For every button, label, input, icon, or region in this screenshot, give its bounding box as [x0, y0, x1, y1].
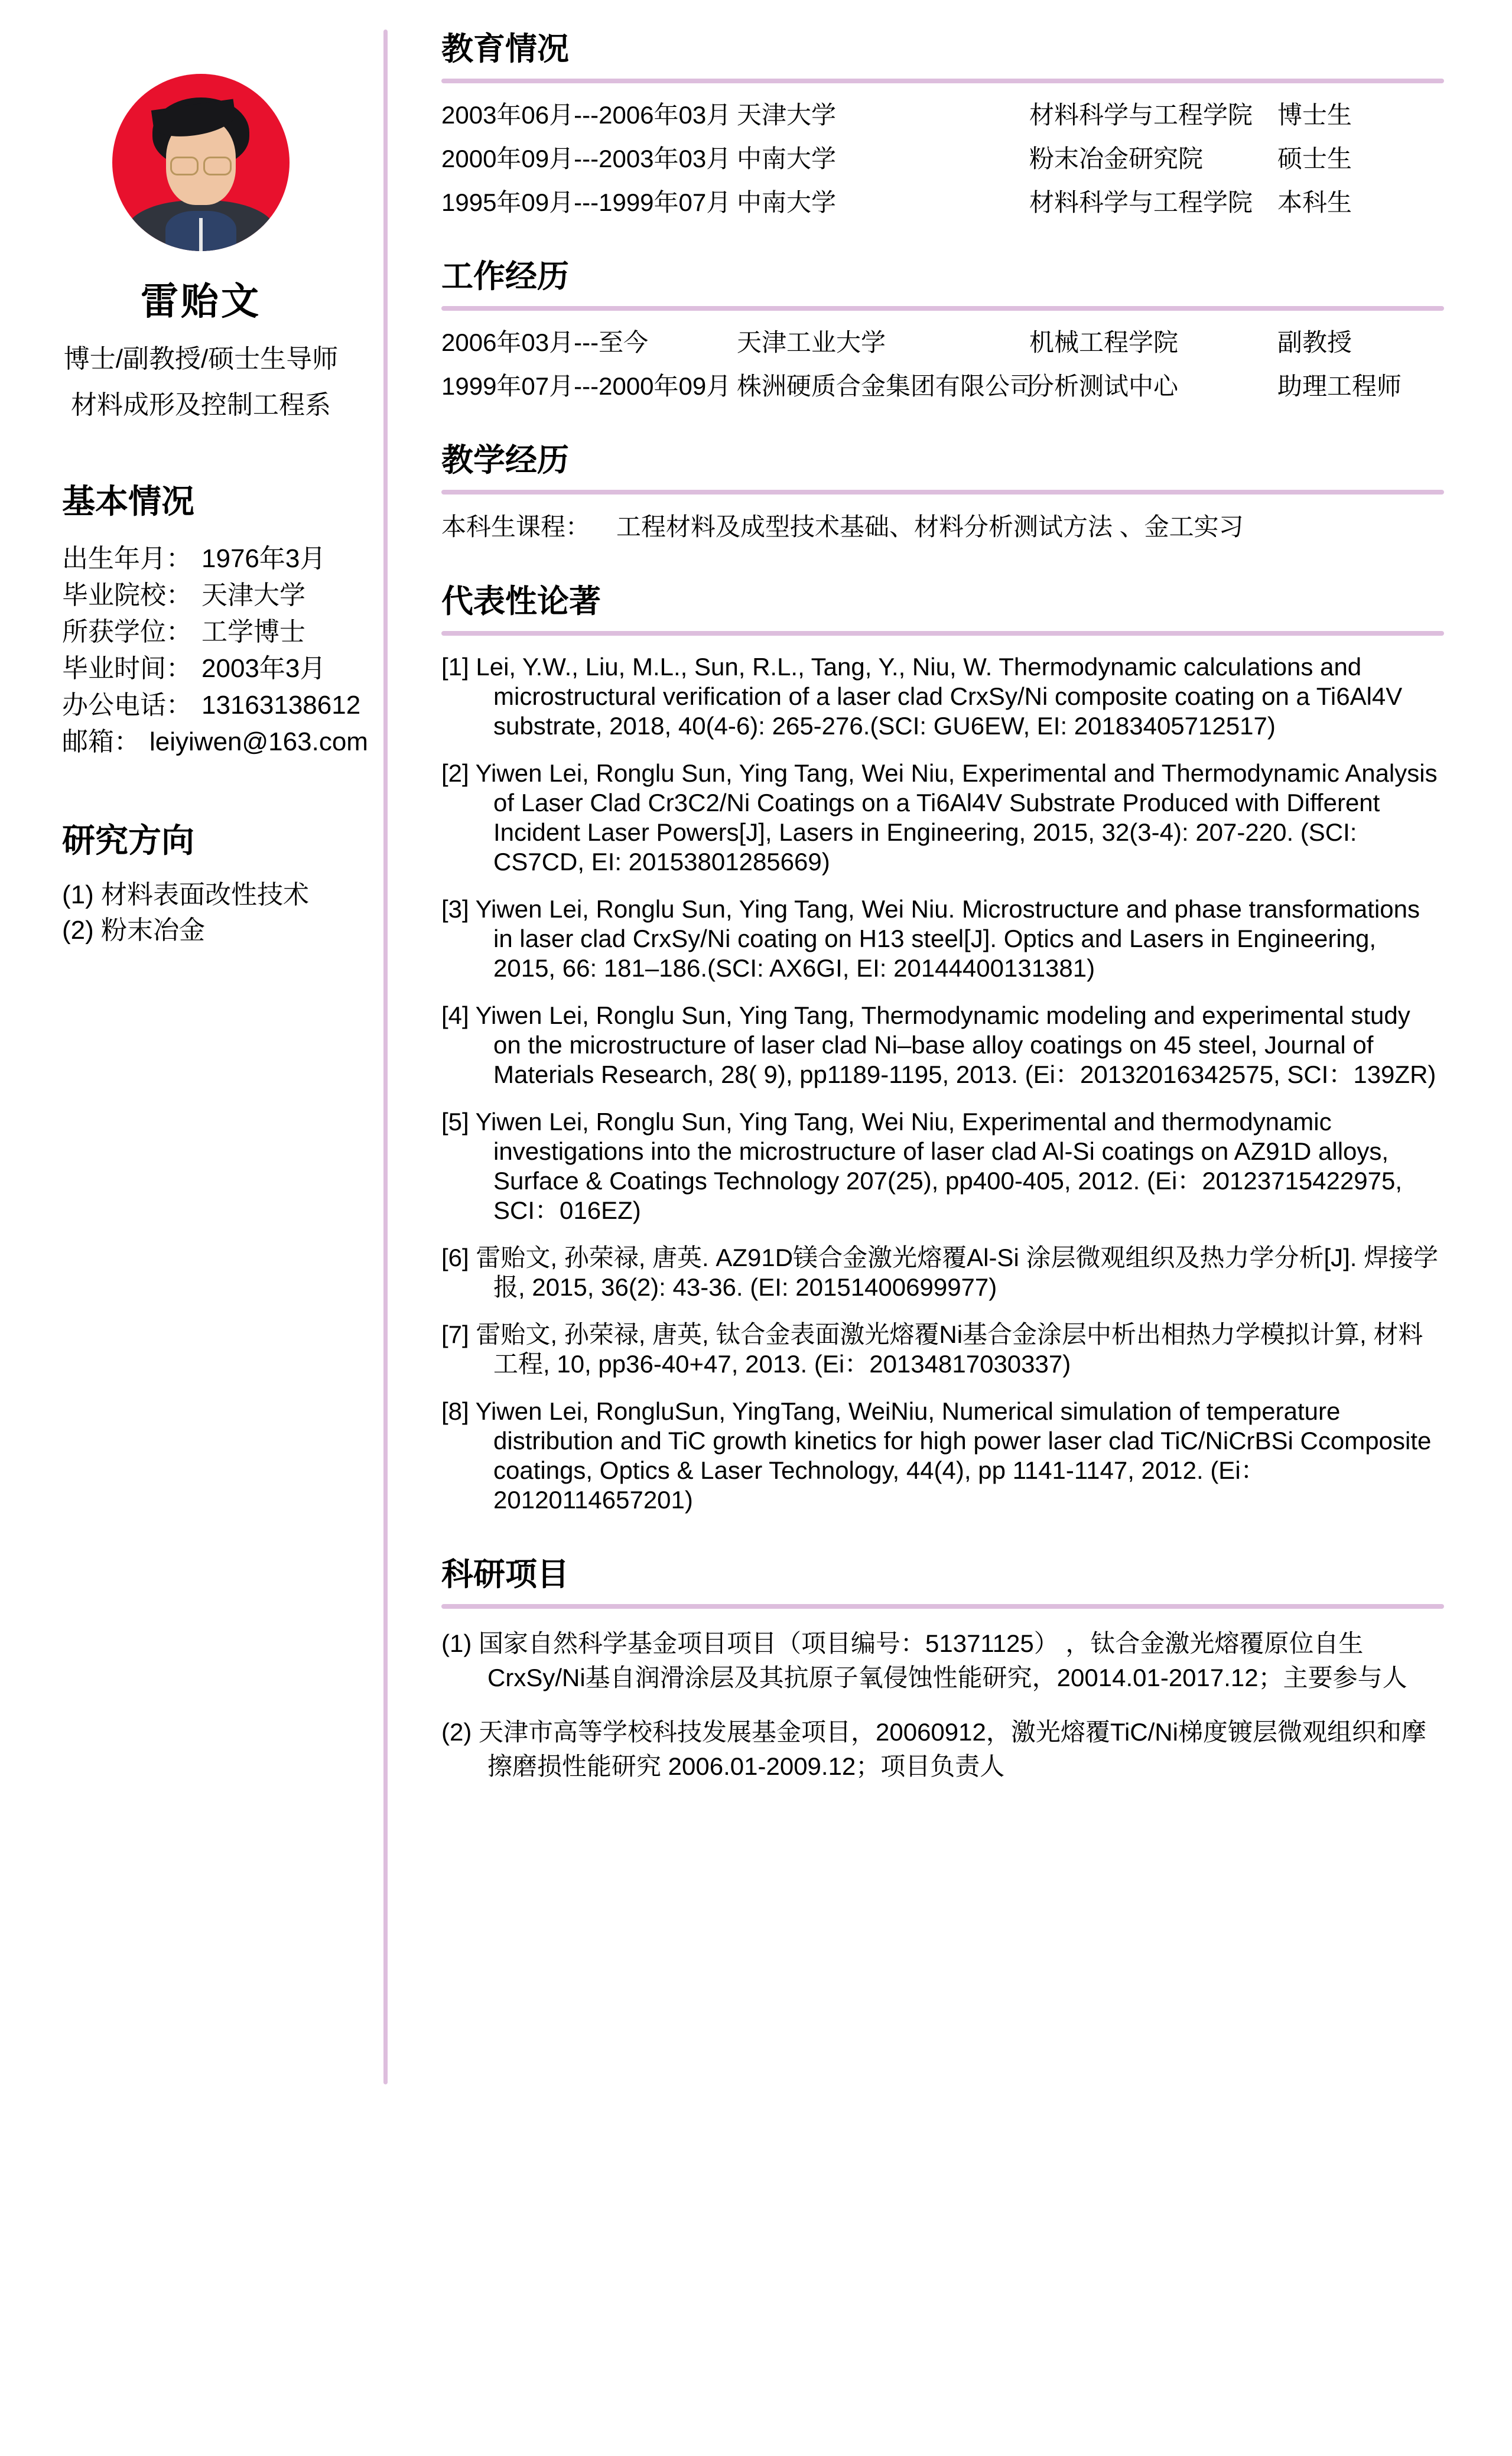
education-heading: 教育情况 — [441, 31, 569, 67]
research-direction-item: (1) 材料表面改性技术 — [62, 880, 309, 909]
info-label: 邮箱： — [62, 727, 140, 756]
edu-college: 材料科学与工程学院 — [1029, 101, 1253, 129]
publication-item: [2] Yiwen Lei, Ronglu Sun, Ying Tang, Wei Niu, Experimental and Thermodynamic Analysis of Laser Clad Cr3C2/Ni Coatings on a Ti6Al4V Substrate Produced with Different Incident Laser Powers[J], Lasers in Engineering, 2015, 32(3-4): 207-220. (SCI: CS7CD, EI: 20153801285669) — [441, 759, 1438, 876]
research-direction-item: (2) 粉末冶金 — [62, 916, 205, 945]
section-rule — [441, 490, 1444, 495]
info-value: 2003年3月 — [201, 654, 326, 683]
info-label: 毕业院校： — [62, 581, 192, 610]
profile-photo — [112, 74, 290, 251]
publications-list — [441, 652, 1444, 1515]
publication-item: [8] Yiwen Lei, RongluSun, YingTang, WeiNiu, Numerical simulation of temperature distribution and TiC growth kinetics for high power laser clad TiC/NiCrBSi Ccomposite coatings, Optics & Laser Technology, 44(4), pp 1141-1147, 2012. (Ei：20120114657201) — [441, 1397, 1432, 1514]
section-rule — [441, 306, 1444, 311]
edu-school: 中南大学 — [737, 145, 837, 173]
research-directions-heading: 研究方向 — [62, 822, 194, 859]
info-item-email — [62, 724, 366, 760]
publication-item: [4] Yiwen Lei, Ronglu Sun, Ying Tang, Thermodynamic modeling and experimental study on the microstructure of laser clad Ni–base alloy coatings on 45 steel, Journal of Materials Research, 28( 9), pp1189-1195, 2013. (Ei：20132016342575, SCI：139ZR) — [441, 1001, 1436, 1088]
work-employer: 天津工业大学 — [737, 328, 886, 356]
work-period: 2006年03月---至今 — [441, 328, 649, 356]
projects-list — [441, 1627, 1444, 1784]
basic-info-heading: 基本情况 — [62, 483, 194, 520]
edu-degree: 本科生 — [1277, 188, 1352, 216]
publication-item: [1] Lei, Y.W., Liu, M.L., Sun, R.L., Tang, Y., Niu, W. Thermodynamic calculations and microstructural verification of a laser clad CrxSy/Ni composite coating on a Ti6Al4V substrate, 2018, 40(4-6): 265-276.(SCI: GU6EW, EI: 20183405712517) — [441, 653, 1403, 740]
edu-period: 2000年09月---2003年03月 — [441, 145, 731, 173]
projects-section — [441, 1549, 1444, 1784]
sidebar — [35, 0, 366, 948]
avatar-glasses — [170, 157, 232, 172]
publications-section — [441, 576, 1444, 1515]
info-item-phone — [62, 687, 366, 724]
info-value: leiyiwen@163.com — [149, 727, 368, 756]
info-item-school — [62, 577, 366, 614]
projects-heading: 科研项目 — [441, 1557, 569, 1592]
info-value: 工学博士 — [201, 617, 305, 646]
edu-college: 粉末冶金研究院 — [1029, 145, 1204, 173]
work-unit: 机械工程学院 — [1029, 328, 1179, 356]
work-heading: 工作经历 — [441, 259, 569, 294]
vertical-divider — [383, 30, 388, 2084]
section-rule — [441, 631, 1444, 636]
edu-degree: 博士生 — [1277, 101, 1352, 129]
info-label: 所获学位： — [62, 617, 192, 646]
teaching-label: 本科生课程： — [441, 513, 591, 541]
research-directions-list — [62, 877, 366, 948]
work-employer: 株洲硬质合金集团有限公司 — [737, 372, 1035, 400]
project-item: (1) 国家自然科学基金项目项目（项目编号：51371125） ，钛合金激光熔覆原位自生CrxSy/Ni基自润滑涂层及其抗原子氧侵蚀性能研究，20014.01-2017.12；主要参与人 — [441, 1629, 1407, 1691]
education-section — [441, 24, 1444, 217]
person-name: 雷贻文 — [141, 280, 261, 323]
work-unit: 分析测试中心 — [1029, 372, 1179, 400]
education-table — [441, 101, 1444, 217]
edu-period: 1995年09月---1999年07月 — [441, 188, 731, 216]
work-title: 助理工程师 — [1277, 372, 1402, 400]
info-label: 毕业时间： — [62, 654, 192, 683]
teaching-line — [441, 512, 1444, 542]
edu-degree: 硕士生 — [1277, 145, 1352, 173]
person-department: 材料成形及控制工程系 — [71, 391, 331, 419]
work-section — [441, 251, 1444, 401]
avatar-zipper — [199, 218, 203, 251]
person-title: 博士/副教授/硕士生导师 — [63, 344, 339, 373]
teaching-section — [441, 435, 1444, 542]
edu-school: 中南大学 — [737, 188, 837, 216]
publication-item: [5] Yiwen Lei, Ronglu Sun, Ying Tang, Wei Niu, Experimental and thermodynamic investigations into the microstructure of laser clad Al-Si coatings on AZ91D alloys, Surface & Coatings Technology 207(25), pp400-405, 2012. (Ei：20123715422975, SCI：016EZ) — [441, 1108, 1403, 1224]
publications-heading: 代表性论著 — [441, 584, 601, 619]
main-content — [441, 24, 1444, 1804]
edu-college: 材料科学与工程学院 — [1029, 188, 1253, 216]
publication-item: [6] 雷贻文, 孙荣禄, 唐英. AZ91D镁合金激光熔覆Al-Si 涂层微观组织及热力学分析[J]. 焊接学报, 2015, 36(2): 43-36. (EI: 20151400699977) — [441, 1244, 1439, 1301]
info-item-degree — [62, 614, 366, 650]
publication-item: [3] Yiwen Lei, Ronglu Sun, Ying Tang, Wei Niu. Microstructure and phase transformations in laser clad CrxSy/Ni coating on H13 steel[J]. Optics and Lasers in Engineering, 2015, 66: 181–186.(SCI: AX6GI, EI: 20144400131381) — [441, 895, 1420, 982]
info-item-grad-time — [62, 650, 366, 687]
info-label: 出生年月： — [62, 544, 192, 573]
basic-info-list — [62, 541, 366, 760]
edu-school: 天津大学 — [737, 101, 837, 129]
work-period: 1999年07月---2000年09月 — [441, 372, 731, 400]
work-table — [441, 328, 1444, 401]
section-rule — [441, 1604, 1444, 1609]
publication-item: [7] 雷贻文, 孙荣禄, 唐英, 钛合金表面激光熔覆Ni基合金涂层中析出相热力学模拟计算, 材料工程, 10, pp36-40+47, 2013. (Ei：20134817030337) — [441, 1320, 1423, 1378]
info-value: 1976年3月 — [201, 544, 326, 573]
section-rule — [441, 79, 1444, 83]
teaching-heading: 教学经历 — [441, 443, 569, 478]
edu-period: 2003年06月---2006年03月 — [441, 101, 731, 129]
info-value: 13163138612 — [201, 691, 361, 720]
info-label: 办公电话： — [62, 691, 192, 720]
project-item: (2) 天津市高等学校科技发展基金项目，20060912，激光熔覆TiC/Ni梯度镀层微观组织和摩擦磨损性能研究 2006.01-2009.12；项目负责人 — [441, 1718, 1426, 1780]
work-title: 副教授 — [1277, 328, 1352, 356]
info-item-birth — [62, 541, 366, 577]
info-value: 天津大学 — [201, 581, 305, 610]
teaching-courses: 工程材料及成型技术基础、材料分析测试方法 、金工实习 — [616, 513, 1244, 541]
